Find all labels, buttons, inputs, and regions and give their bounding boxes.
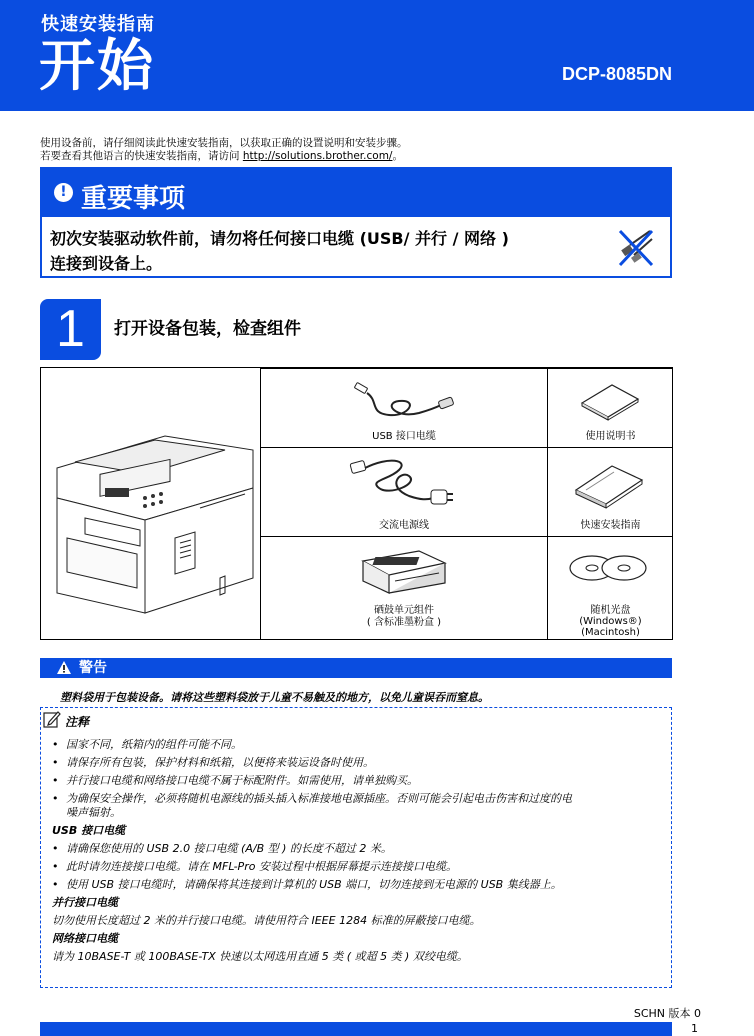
- note-list: [52, 738, 662, 968]
- parallel-text: 切勿使用长度超过 2 米的并行接口电缆。请使用符合 IEEE 1284 标准的屏蔽接口电缆。: [52, 914, 481, 927]
- note-bullet-4-line-1: • 为确保安全操作，必须将随机电源线的插头插入标准接地电源插座。否则可能会引起电击伤害和过度的电: [66, 792, 572, 805]
- cd-rom-label-line-3: (Macintosh): [581, 627, 640, 638]
- drum-unit-label: [261, 605, 547, 629]
- note-pencil-icon: [43, 710, 61, 728]
- usb-heading: USB 接口电缆: [52, 824, 126, 837]
- exclamation-icon: !: [54, 183, 73, 202]
- machine-illustration: [45, 388, 255, 618]
- power-cord-cell: [260, 447, 547, 536]
- important-line-1: 初次安装驱动软件前，请勿将任何接口电缆 (USB/ 并行 / 网络 ): [50, 229, 509, 248]
- warning-text: 塑料袋用于包装设备。请将这些塑料袋放于儿童不易触及的地方，以免儿童误吞而窒息。: [60, 691, 489, 704]
- intro-line-2-suffix: 。: [392, 150, 403, 162]
- warning-bar: [40, 658, 672, 678]
- parallel-heading: 并行接口电缆: [52, 896, 118, 909]
- important-line-2: 连接到设备上。: [50, 254, 163, 273]
- important-heading: 重要事项: [81, 184, 186, 214]
- manual-icon: [578, 381, 642, 421]
- drum-unit-cell: [260, 536, 547, 640]
- quick-guide-icon: [574, 460, 644, 510]
- usb-bullet: • 请确保您使用的 USB 2.0 接口电缆 (A/B 型 ) 的长度不超过 2 米。: [52, 842, 662, 856]
- warning-label: 警告: [79, 660, 107, 676]
- intro-line-2-prefix: 若要查看其他语言的快速安装指南，请访问: [40, 150, 243, 162]
- page-header: [0, 0, 754, 111]
- important-text: [50, 226, 590, 276]
- components-table: [40, 367, 673, 640]
- warning-icon: [56, 660, 72, 675]
- guide-subtitle: 快速安装指南: [41, 14, 155, 35]
- network-text: 请为 10BASE-T 或 100BASE-TX 快速以太网选用直通 5 类 ( 或超 5 类 ) 双绞电缆。: [52, 950, 468, 963]
- cd-rom-cell: [547, 536, 673, 640]
- manual-label: 使用说明书: [585, 431, 636, 442]
- usb-cable-cell: [260, 368, 547, 447]
- machine-cell: [41, 368, 260, 639]
- power-cord-label: 交流电源线: [379, 520, 429, 531]
- note-bullet: [52, 792, 662, 820]
- note-bullet: • 并行接口电缆和网络接口电缆不属于标配附件。如需使用，请单独购买。: [52, 774, 662, 788]
- footer-bar: [40, 1022, 672, 1036]
- cd-rom-icon: [568, 553, 648, 583]
- note-label: 注释: [65, 715, 90, 729]
- manual-cell: [547, 368, 673, 447]
- usb-bullet: • 使用 USB 接口电缆时，请确保将其连接到计算机的 USB 端口，切勿连接到无电源的 USB 集线器上。: [52, 878, 662, 892]
- intro-text: [40, 137, 680, 163]
- cd-rom-label-line-1: 随机光盘: [590, 605, 631, 616]
- intro-line-2: [40, 150, 680, 163]
- intro-line-1: 使用设备前，请仔细阅读此快速安装指南，以获取正确的设置说明和安装步骤。: [40, 137, 408, 149]
- drum-unit-label-line-1: 硒鼓单元组件: [374, 605, 434, 616]
- cd-rom-label-line-2: (Windows®): [579, 616, 642, 627]
- usb-bullet: • 此时请勿连接接口电缆。请在 MFL-Pro 安装过程中根据屏幕提示连接接口电缆。: [52, 860, 662, 874]
- solutions-link[interactable]: http://solutions.brother.com/: [242, 150, 393, 162]
- version-label: SCHN 版本 0: [633, 1007, 701, 1020]
- note-bullet: • 请保存所有包装，保护材料和纸箱，以便将来装运设备时使用。: [52, 756, 662, 770]
- model-name: DCP-8085DN: [561, 64, 672, 84]
- step-number: 1: [40, 299, 101, 360]
- page-number: 1: [691, 1022, 698, 1035]
- power-cord-icon: [349, 456, 459, 510]
- no-cable-icon: [616, 225, 656, 269]
- cd-rom-label: [548, 605, 673, 638]
- quick-guide-label: 快速安装指南: [580, 520, 641, 531]
- drum-unit-icon: [359, 547, 449, 597]
- note-bullet: • 国家不同，纸箱内的组件可能不同。: [52, 738, 662, 752]
- note-bullet-4-line-2: 噪声辐射。: [66, 806, 121, 819]
- network-heading: 网络接口电缆: [52, 932, 118, 945]
- step-title: 打开设备包装，检查组件: [114, 319, 301, 339]
- page-title: 开始: [39, 34, 155, 99]
- usb-cable-label: USB 接口电缆: [372, 431, 436, 442]
- usb-cable-icon: [349, 379, 459, 423]
- important-header: [40, 167, 672, 217]
- drum-unit-label-line-2: ( 含标准墨粉盒 ): [366, 617, 442, 628]
- quick-guide-cell: [547, 447, 673, 536]
- important-body: [40, 217, 672, 278]
